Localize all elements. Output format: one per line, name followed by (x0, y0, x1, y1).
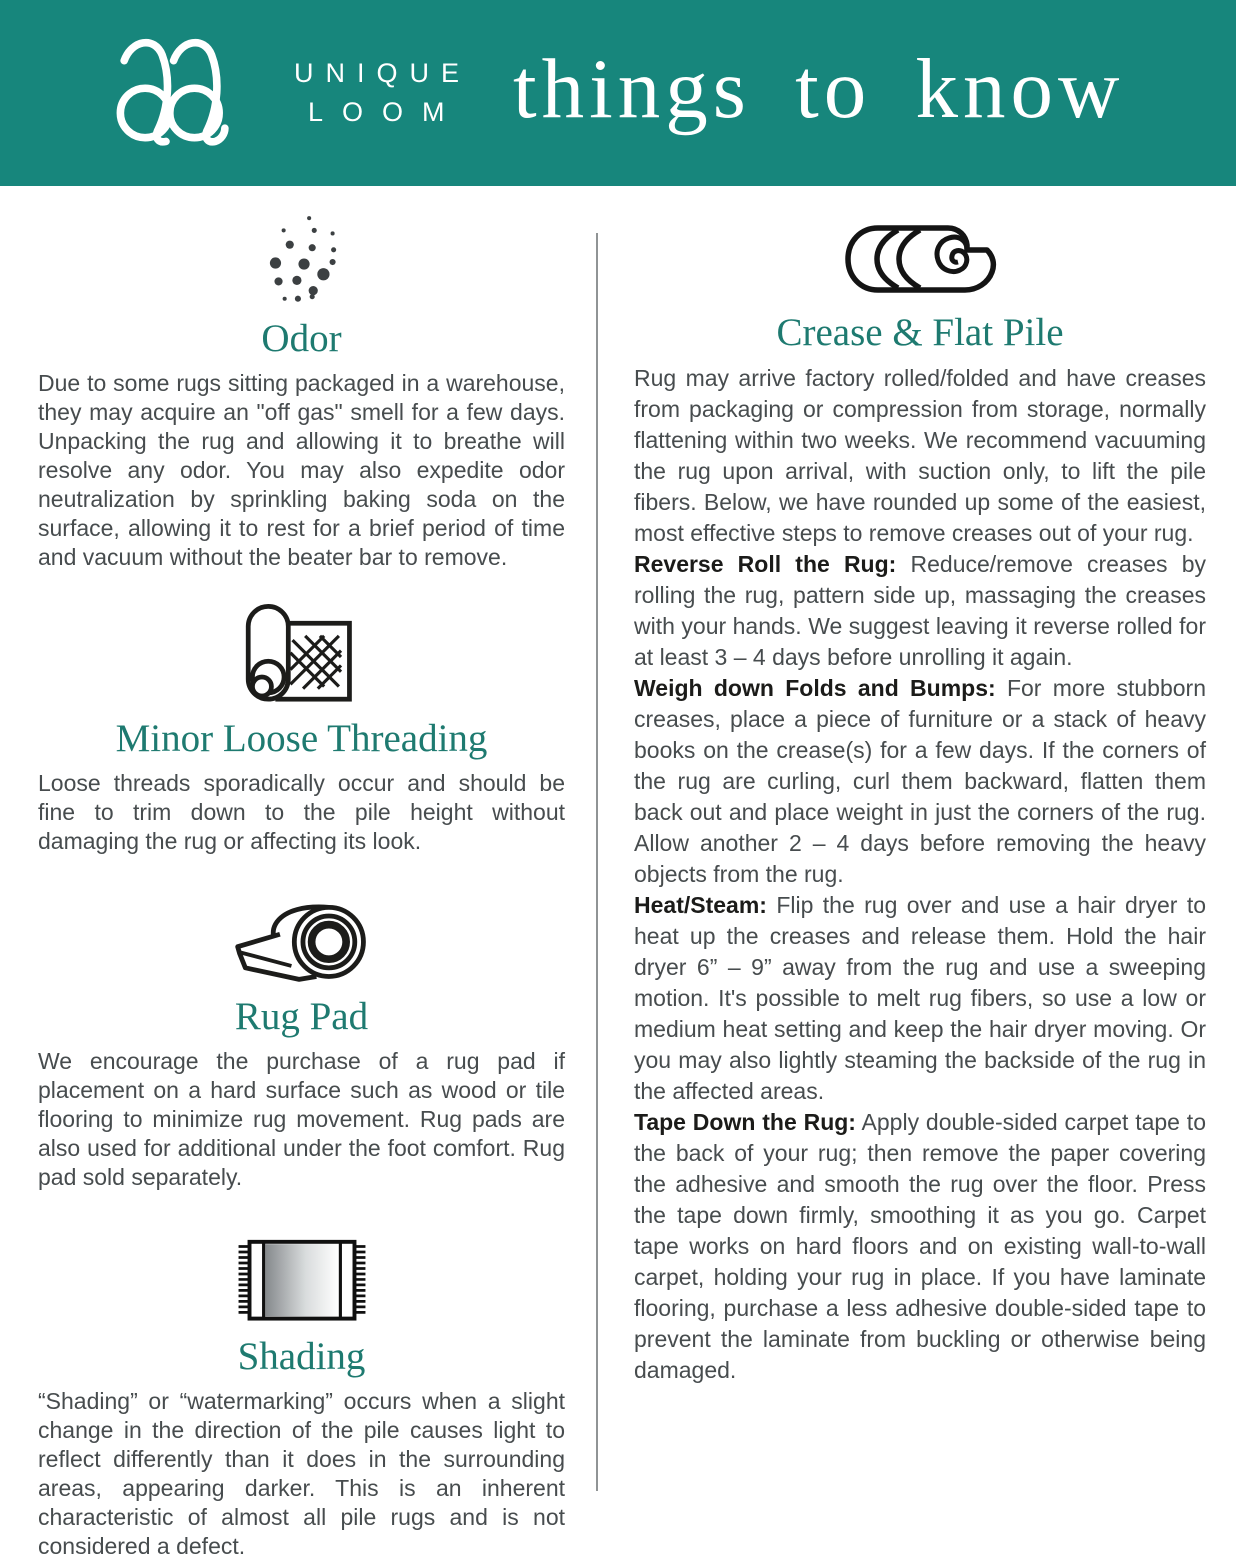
rug-pad-section-title: Rug Pad (234, 994, 369, 1038)
brand-name-line1: UNIQUE (294, 58, 472, 89)
shading-section-icon-row (38, 1234, 565, 1328)
rug-pad-roll-icon (227, 892, 377, 988)
tip-heat-steam-text: Flip the rug over and use a hair dryer to heat up the creases and release them. Hold the hair dryer 6” – 9” away from the rug and use a sweeping motion. It's possible to melt rug fibers, so use a low or medium heat setting and keep the hair dryer moving. Or you may also lightly steaming the backside of the rug in the affected areas. (634, 891, 1206, 1104)
tip-heat-steam-label: Heat/Steam: (634, 891, 767, 918)
tip-reverse-roll (634, 549, 1206, 673)
tip-weigh-down-label: Weigh down Folds and Bumps: (634, 674, 996, 701)
odor-dots-icon (251, 212, 353, 310)
tip-tape-down-label: Tape Down the Rug: (634, 1108, 856, 1135)
odor-section-icon-row (38, 212, 565, 310)
odor-section-title: Odor (261, 317, 342, 360)
left-column (38, 186, 565, 1561)
tip-tape-down-text: Apply double-sided carpet tape to the back of your rug; then remove the paper covering the adhesive and smooth the rug over the floor. Press the tape down firmly, smoothing it as you go. Carpet tape works on hard floors and on existing wall-to-wall carpet, holding your rug in place. If you have laminate flooring, purchase a less adhesive double-sided tape to prevent the laminate from buckling or otherwise being damaged. (634, 1108, 1206, 1383)
rolled-rug-spiral-icon (840, 212, 1000, 304)
tip-weigh-down-text: For more stubborn creases, place a piece of furniture or a stack of heavy books on the crease(s) for a few days. If the corners of the rug are curling, curl them backward, flatten them back out and place weight in just the corners of the rug. Allow another 2 – 4 days before removing the heavy objects from the rug. (634, 674, 1206, 887)
column-divider (596, 233, 598, 1491)
tip-tape-down (634, 1107, 1206, 1386)
brand-name-line2: LOOM (308, 96, 464, 127)
rolled-rug-crosshatch-icon (244, 604, 360, 710)
shading-section-body: “Shading” or “watermarking” occurs when a slight change in the direction of the pile causes light to reflect differently than it does in the surrounding areas, appearing darker. This is an inherent characteristic of almost all pile rugs and is not considered a defect. (38, 1387, 565, 1559)
brand-name (294, 58, 471, 127)
crease-section-icon-row (634, 212, 1206, 304)
crease-section-intro: Rug may arrive factory rolled/folded and have creases from packaging or compression from storage, normally flattening within two weeks. We recommend vacuuming the rug upon arrival, with suction only, to lift the pile fibers. Below, we have rounded up some of the easiest, most effective steps to remove creases out of your rug. (634, 364, 1206, 546)
right-column (634, 186, 1206, 1386)
rug-pad-section-icon-row (38, 892, 565, 988)
shaded-rug-icon (217, 1234, 387, 1328)
brand-logo (110, 36, 471, 150)
odor-section-body: Due to some rugs sitting packaged in a warehouse, they may acquire an "off gas" smell for a few days. Unpacking the rug and allowing it to breathe will resolve any odor. You may also expedite odor neutralization by sprinkling baking soda on the surface, allowing it to rest for a brief period of time and vacuum without the beater bar to remove. (38, 369, 565, 570)
tip-reverse-roll-label: Reverse Roll the Rug: (634, 550, 897, 577)
threading-section-body: Loose threads sporadically occur and should be fine to trim down to the pile height without damaging the rug or affecting its look. (38, 769, 565, 854)
tip-weigh-down (634, 673, 1206, 890)
rug-pad-section-body: We encourage the purchase of a rug pad if placement on a hard surface such as wood or tile flooring to minimize rug movement. Rug pads are also used for additional under the foot comfort. Rug pad sold separately. (38, 1047, 565, 1190)
threading-section-icon-row (38, 604, 565, 710)
content-columns (0, 186, 1236, 1561)
shading-section-title: Shading (237, 1334, 366, 1378)
crease-section-title: Crease & Flat Pile (776, 311, 1064, 354)
header-banner (0, 0, 1236, 186)
threading-section-title: Minor Loose Threading (115, 716, 488, 760)
tip-heat-steam (634, 890, 1206, 1107)
unique-loom-logo-icon (110, 36, 278, 150)
tip-reverse-roll-text: Reduce/remove creases by rolling the rug, pattern side up, massaging the creases with your hands. We suggest leaving it reverse rolled for at least 3 – 4 days before unrolling it again. (634, 550, 1207, 670)
page-title: things to know (513, 42, 1125, 136)
